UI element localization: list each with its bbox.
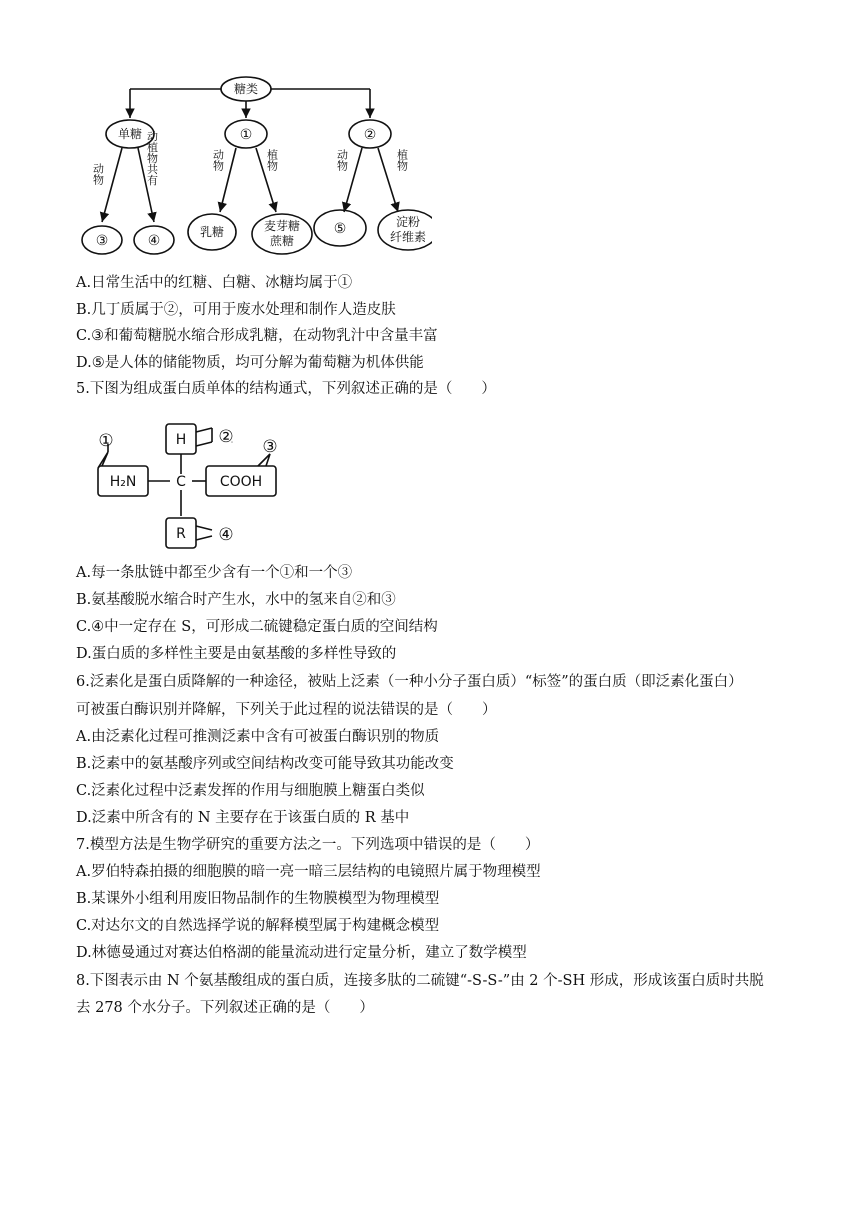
q7-option-d: D.林德曼通过对赛达伯格湖的能量流动进行定量分析，建立了数学模型 [76,945,527,961]
q8-stem-line-1: 8.下图表示由 N 个氨基酸组成的蛋白质，连接多肽的二硫键“-S-S-”由 2 个-SH 形成，形成该蛋白质时共脱 [76,973,764,989]
q7-option-c: C.对达尔文的自然选择学说的解释模型属于构建概念模型 [76,918,440,934]
edge-label-animal-3: 动物 [335,149,349,171]
node-1-label: ① [239,127,253,143]
leaf-lactose-label: 乳糖 [199,225,225,239]
q5-option-c: C.④中一定存在 S，可形成二硫键稳定蛋白质的空间结构 [76,619,438,635]
q8-stem-line-2: 去 278 个水分子。下列叙述正确的是（ ） [76,1000,374,1016]
q5-option-d: D.蛋白质的多样性主要是由氨基酸的多样性导致的 [76,646,397,662]
edge-label-animal-2: 动物 [211,149,225,171]
q4-option-d: D.⑤是人体的储能物质，均可分解为葡萄糖为机体供能 [76,355,424,371]
marker-3: ③ [262,437,278,457]
q4-option-b: B.几丁质属于②，可用于废水处理和制作人造皮肤 [76,302,396,318]
marker-1: ① [98,431,114,451]
amino-group: H₂N [109,474,137,490]
central-carbon: C [176,474,186,490]
amino-acid-structure-diagram [80,408,320,558]
q6-option-c: C.泛素化过程中泛素发挥的作用与细胞膜上糖蛋白类似 [76,783,425,799]
q5-option-a: A.每一条肽链中都至少含有一个①和一个③ [76,565,353,581]
edge-label-plant: 植物 [265,149,279,171]
marker-4: ④ [218,525,234,545]
carbohydrate-diagram [72,74,432,264]
leaf-maltose-label: 麦芽糖 [263,219,301,233]
q5-option-b: B.氨基酸脱水缩合时产生水，水中的氢来自②和③ [76,592,396,608]
q5-stem: 5.下图为组成蛋白质单体的结构通式，下列叙述正确的是（ ） [76,381,496,397]
h-atom: H [175,432,187,448]
leaf-cellulose-label: 纤维素 [389,230,427,244]
leaf-3-label: ③ [95,233,109,249]
edge-label-shared: 动植物共有 [145,130,159,186]
q7-option-a: A.罗伯特森拍摄的细胞膜的暗一亮一暗三层结构的电镜照片属于物理模型 [76,864,541,880]
leaf-4-label: ④ [147,233,161,249]
q6-stem-line-2: 可被蛋白酶识别并降解，下列关于此过程的说法错误的是（ ） [76,702,497,718]
carboxyl-group: COOH [219,474,263,490]
q6-option-b: B.泛素中的氨基酸序列或空间结构改变可能导致其功能改变 [76,756,454,772]
q6-stem-line-1: 6.泛素化是蛋白质降解的一种途径，被贴上泛素（一种小分子蛋白质）“标签”的蛋白质（即泛素化蛋白） [76,674,743,690]
q4-option-a: A.日常生活中的红糖、白糖、冰糖均属于① [76,275,353,291]
edge-label-animal: 动物 [91,163,105,185]
leaf-sucrose-label: 蔗糖 [269,234,295,248]
monosaccharide-label: 单糖 [117,127,143,141]
r-group: R [176,526,186,542]
q4-option-c: C.③和葡萄糖脱水缩合形成乳糖，在动物乳汁中含量丰富 [76,328,438,344]
q7-option-b: B.某课外小组利用废旧物品制作的生物膜模型为物理模型 [76,891,440,907]
q7-stem: 7.模型方法是生物学研究的重要方法之一。下列选项中错误的是（ ） [76,837,540,853]
marker-2: ② [218,427,234,447]
leaf-5-label: ⑤ [333,221,347,237]
edge-label-plant-2: 植物 [395,149,409,171]
q6-option-d: D.泛素中所含有的 N 主要存在于该蛋白质的 R 基中 [76,810,410,826]
root-label: 糖类 [233,82,259,96]
q6-option-a: A.由泛素化过程可推测泛素中含有可被蛋白酶识别的物质 [76,729,440,745]
node-2-label: ② [363,127,377,143]
leaf-starch-label: 淀粉 [395,215,421,229]
